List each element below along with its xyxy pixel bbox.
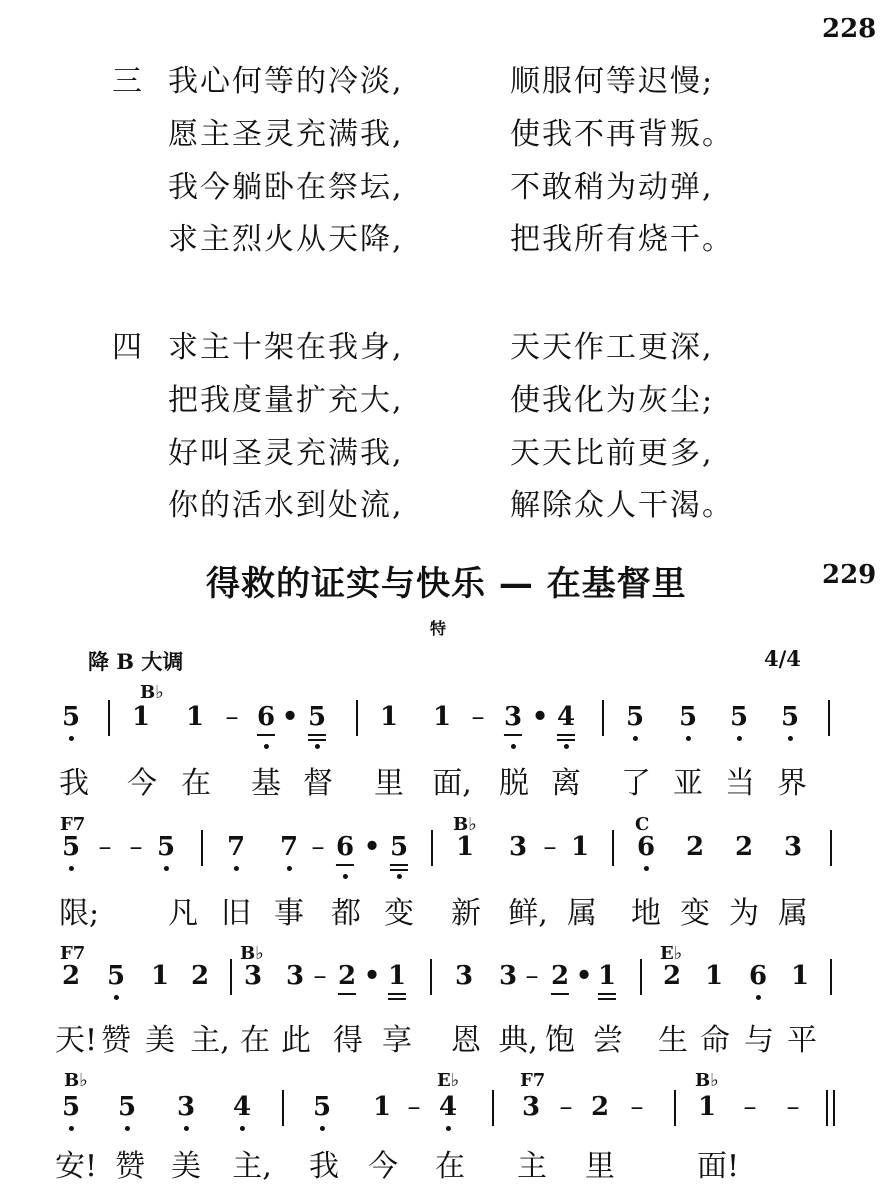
note-text: –: [559, 1092, 573, 1122]
note-text: 2: [590, 1092, 610, 1122]
note: [157, 832, 175, 862]
lyric-syllable: 督: [303, 766, 333, 801]
note-text: –: [225, 702, 239, 732]
low-octave-dot: [315, 744, 320, 749]
note: [557, 702, 575, 732]
lyric-syllable: 在: [181, 766, 211, 801]
note-text: 3: [503, 702, 523, 732]
low-octave-dot: [320, 1126, 325, 1131]
note-text: 3: [521, 1092, 541, 1122]
note-text: 5: [61, 832, 81, 862]
chord-symbol: B♭: [240, 943, 264, 964]
bar-line: [826, 1090, 828, 1126]
note-text: 5: [678, 702, 698, 732]
note: [749, 961, 767, 991]
hymn-title: 得救的证实与快乐 — 在基督里: [206, 564, 687, 604]
dot-mark: [282, 702, 299, 732]
note-text: 1: [372, 1092, 392, 1122]
note: [784, 832, 802, 862]
note: [338, 961, 356, 991]
lyric-line: 使我不再背叛。: [510, 117, 734, 152]
dot-mark: [364, 961, 381, 991]
note-text: –: [407, 1092, 421, 1122]
lyric-line: 求主烈火从天降,: [168, 222, 404, 257]
low-octave-dot: [287, 866, 292, 871]
low-octave-dot: [788, 736, 793, 741]
low-octave-dot: [69, 736, 74, 741]
note: [244, 961, 262, 991]
note-text: –: [525, 961, 539, 991]
underline-mark: [257, 734, 275, 736]
lyric-syllable: 美: [145, 1023, 175, 1058]
bar-line: [230, 959, 232, 995]
note-text: 6: [335, 832, 355, 862]
low-octave-dot: [511, 744, 516, 749]
note: [62, 702, 80, 732]
chord-symbol: E♭: [437, 1070, 460, 1091]
dot-mark: [532, 702, 549, 732]
low-octave-dot: [264, 744, 269, 749]
bar-line: [674, 1090, 676, 1126]
note-text: 5: [312, 1092, 332, 1122]
note-text: 4: [232, 1092, 252, 1122]
note-text: –: [129, 832, 143, 862]
underline-mark: [390, 869, 408, 871]
note-text: 3: [508, 832, 528, 862]
lyric-syllable: 今: [368, 1149, 398, 1184]
bar-line: [830, 959, 832, 995]
note: [62, 961, 80, 991]
note-text: 2: [550, 961, 570, 991]
lyric-syllable: 变: [680, 896, 710, 931]
low-octave-dot: [240, 1126, 245, 1131]
underline-mark: [336, 864, 354, 866]
lyric-syllable: 变: [384, 896, 414, 931]
note-text: 5: [729, 702, 749, 732]
lyric-syllable: 旧: [221, 896, 251, 931]
note: [308, 702, 326, 732]
underline-mark: [598, 993, 616, 995]
note-text: 2: [190, 961, 210, 991]
bar-line: [640, 959, 642, 995]
stanza-number: 三: [112, 64, 142, 99]
lyric-syllable: 属: [567, 896, 597, 931]
underline-mark: [557, 739, 575, 741]
note: [791, 961, 809, 991]
chord-symbol: B♭: [453, 814, 477, 835]
note: [286, 961, 304, 991]
lyric-syllable: 界: [777, 766, 807, 801]
note: [663, 961, 681, 991]
bar-line: [492, 1090, 494, 1126]
note: [522, 1092, 540, 1122]
sustain-dash: [744, 1092, 757, 1122]
lyric-syllable: 面,: [432, 766, 472, 801]
bar-line: [430, 959, 432, 995]
lyric-syllable: 亚: [673, 766, 703, 801]
note: [373, 1092, 391, 1122]
note: [118, 1092, 136, 1122]
note-text: –: [98, 832, 112, 862]
lyric-syllable: 平: [787, 1023, 817, 1058]
sustain-dash: [99, 832, 112, 862]
lyric-line: 好叫圣灵充满我,: [168, 436, 404, 471]
lyric-line: 把我度量扩充大,: [168, 383, 404, 418]
low-octave-dot: [343, 874, 348, 879]
note: [456, 832, 474, 862]
chord-symbol: F7: [60, 814, 86, 835]
note-text: 1: [185, 702, 205, 732]
note-text: 1: [131, 702, 151, 732]
note-text: –: [543, 832, 557, 862]
low-octave-dot: [125, 1126, 130, 1131]
bar-line: [612, 830, 614, 866]
low-octave-dot: [756, 995, 761, 1000]
lyric-syllable: 得: [333, 1023, 363, 1058]
sustain-dash: [472, 702, 485, 732]
note-text: 7: [226, 832, 246, 862]
note-text: 5: [117, 1092, 137, 1122]
note-text: 3: [243, 961, 263, 991]
page-number: 228: [822, 14, 877, 44]
note: [679, 702, 697, 732]
lyric-line: 天天作工更深,: [510, 330, 714, 365]
note-text: –: [311, 832, 325, 862]
note: [686, 832, 704, 862]
note-text: –: [786, 1092, 800, 1122]
lyric-syllable: 恩: [451, 1023, 481, 1058]
sustain-dash: [226, 702, 239, 732]
note-text: 5: [780, 702, 800, 732]
note: [781, 702, 799, 732]
underline-mark: [390, 864, 408, 866]
note: [380, 702, 398, 732]
lyric-syllable: 今: [127, 766, 157, 801]
sustain-dash: [130, 832, 143, 862]
note-text: 2: [662, 961, 682, 991]
note-text: 6: [256, 702, 276, 732]
lyric-syllable: 天!: [54, 1023, 98, 1058]
note: [390, 832, 408, 862]
underline-mark: [388, 993, 406, 995]
note: [571, 832, 589, 862]
note: [499, 961, 517, 991]
bar-line: [830, 830, 832, 866]
low-octave-dot: [397, 874, 402, 879]
lyric-syllable: 都: [331, 896, 361, 931]
note-text: 1: [704, 961, 724, 991]
note: [735, 832, 753, 862]
lyric-syllable: 鲜,: [508, 896, 548, 931]
lyric-syllable: 我: [59, 766, 89, 801]
note-text: 5: [61, 1092, 81, 1122]
note-text: 1: [790, 961, 810, 991]
hymn-number: 229: [822, 560, 877, 590]
time-signature: 4/4: [764, 646, 801, 671]
note: [433, 702, 451, 732]
lyric-line: 把我所有烧干。: [510, 222, 734, 257]
lyric-syllable: 基: [251, 766, 281, 801]
lyric-syllable: 尝: [593, 1023, 623, 1058]
note-text: 1: [597, 961, 617, 991]
lyric-line: 求主十架在我身,: [168, 330, 404, 365]
note: [177, 1092, 195, 1122]
low-octave-dot: [184, 1126, 189, 1131]
note-text: 2: [61, 961, 81, 991]
note-text: 1: [697, 1092, 717, 1122]
dot-mark: [576, 961, 593, 991]
lyric-syllable: 典,: [498, 1023, 538, 1058]
lyric-syllable: 命: [700, 1023, 730, 1058]
lyric-syllable: 在: [240, 1023, 270, 1058]
note: [504, 702, 522, 732]
lyric-line: 使我化为灰尘;: [510, 383, 715, 418]
lyric-syllable: 限;: [58, 896, 100, 931]
dot-mark: [364, 832, 381, 862]
sustain-dash: [312, 832, 325, 862]
note-text: 2: [685, 832, 705, 862]
note-text: 7: [279, 832, 299, 862]
bar-line: [828, 700, 830, 736]
underline-mark: [308, 739, 326, 741]
lyric-syllable: 安!: [54, 1149, 98, 1184]
lyric-line: 顺服何等迟慢;: [510, 64, 715, 99]
lyric-syllable: 主,: [232, 1149, 272, 1184]
low-octave-dot: [69, 1126, 74, 1131]
note: [439, 1092, 457, 1122]
note: [626, 702, 644, 732]
note-text: •: [281, 702, 299, 732]
note: [730, 702, 748, 732]
chord-symbol: B♭: [140, 682, 164, 703]
note-text: 3: [498, 961, 518, 991]
note: [280, 832, 298, 862]
note: [257, 702, 275, 732]
chord-symbol: B♭: [695, 1070, 719, 1091]
sustain-dash: [560, 1092, 573, 1122]
note: [705, 961, 723, 991]
sustain-dash: [314, 961, 327, 991]
underline-mark: [338, 993, 356, 995]
note-text: 2: [337, 961, 357, 991]
note-text: 1: [570, 832, 590, 862]
low-octave-dot: [633, 736, 638, 741]
note-text: 5: [625, 702, 645, 732]
low-octave-dot: [69, 866, 74, 871]
lyric-syllable: 事: [274, 896, 304, 931]
note: [233, 1092, 251, 1122]
note-text: 5: [389, 832, 409, 862]
note: [551, 961, 569, 991]
lyric-syllable: 了: [621, 766, 651, 801]
note-text: 4: [438, 1092, 458, 1122]
low-octave-dot: [446, 1126, 451, 1131]
stanza-number: 四: [112, 330, 142, 365]
note-text: •: [575, 961, 593, 991]
lyric-line: 我心何等的冷淡,: [168, 64, 404, 99]
note-text: 5: [307, 702, 327, 732]
underline-mark: [551, 993, 569, 995]
lyric-syllable: 与: [744, 1023, 774, 1058]
lyric-syllable: 属: [778, 896, 808, 931]
note: [227, 832, 245, 862]
note-text: •: [531, 702, 549, 732]
note: [509, 832, 527, 862]
chord-symbol: F7: [60, 943, 86, 964]
lyric-syllable: 新: [451, 896, 481, 931]
note: [186, 702, 204, 732]
note: [62, 1092, 80, 1122]
chord-symbol: F7: [520, 1070, 546, 1091]
note: [598, 961, 616, 991]
lyric-syllable: 赞: [115, 1149, 145, 1184]
bar-line: [282, 1090, 284, 1126]
bar-line: [201, 830, 203, 866]
underline-mark: [557, 734, 575, 736]
lyric-syllable: 美: [171, 1149, 201, 1184]
note: [455, 961, 473, 991]
note-text: –: [471, 702, 485, 732]
lyric-line: 解除众人干渴。: [510, 488, 734, 523]
low-octave-dot: [686, 736, 691, 741]
note-text: 3: [285, 961, 305, 991]
sustain-dash: [526, 961, 539, 991]
note: [313, 1092, 331, 1122]
lyric-syllable: 里: [585, 1149, 615, 1184]
low-octave-dot: [114, 995, 119, 1000]
lyric-line: 我今躺卧在祭坛,: [168, 170, 404, 205]
lyric-line: 你的活水到处流,: [168, 488, 404, 523]
note-text: •: [363, 961, 381, 991]
lyric-syllable: 离: [551, 766, 581, 801]
lyric-syllable: 在: [435, 1149, 465, 1184]
sustain-dash: [408, 1092, 421, 1122]
note: [151, 961, 169, 991]
lyric-syllable: 赞: [101, 1023, 131, 1058]
low-octave-dot: [164, 866, 169, 871]
lyric-syllable: 生: [658, 1023, 688, 1058]
lyric-syllable: 地: [631, 896, 661, 931]
lyric-syllable: 主: [517, 1149, 547, 1184]
bar-line: [431, 830, 433, 866]
underline-mark: [504, 734, 522, 736]
lyric-syllable: 当: [725, 766, 755, 801]
bar-line: [356, 700, 358, 736]
note-text: 1: [379, 702, 399, 732]
bar-line: [833, 1090, 835, 1126]
lyric-syllable: 脱: [499, 766, 529, 801]
note-text: –: [313, 961, 327, 991]
note-text: 1: [455, 832, 475, 862]
note: [591, 1092, 609, 1122]
note-text: 3: [454, 961, 474, 991]
note-text: •: [363, 832, 381, 862]
note-text: –: [630, 1092, 644, 1122]
lyric-syllable: 凡: [168, 896, 198, 931]
low-octave-dot: [644, 866, 649, 871]
lyric-syllable: 此: [281, 1023, 311, 1058]
underline-mark: [388, 998, 406, 1000]
bar-line: [602, 700, 604, 736]
hymn-meter: 特: [430, 619, 447, 638]
note: [62, 832, 80, 862]
lyric-syllable: 饱: [545, 1023, 575, 1058]
lyric-line: 愿主圣灵充满我,: [168, 117, 404, 152]
low-octave-dot: [234, 866, 239, 871]
note-text: 5: [61, 702, 81, 732]
sustain-dash: [631, 1092, 644, 1122]
note: [637, 832, 655, 862]
low-octave-dot: [737, 736, 742, 741]
lyric-syllable: 我: [309, 1149, 339, 1184]
underline-mark: [308, 734, 326, 736]
lyric-syllable: 为: [729, 896, 759, 931]
lyric-line: 不敢稍为动弹,: [510, 170, 714, 205]
note-text: 5: [106, 961, 126, 991]
lyric-syllable: 面!: [696, 1149, 740, 1184]
bar-line: [108, 700, 110, 736]
note-text: 1: [387, 961, 407, 991]
lyric-line: 天天比前更多,: [510, 436, 714, 471]
sustain-dash: [787, 1092, 800, 1122]
note-text: 1: [150, 961, 170, 991]
note-text: 6: [748, 961, 768, 991]
note: [388, 961, 406, 991]
note: [336, 832, 354, 862]
note: [132, 702, 150, 732]
lyric-syllable: 享: [382, 1023, 412, 1058]
note-text: 3: [783, 832, 803, 862]
note-text: 2: [734, 832, 754, 862]
lyric-syllable: 里: [374, 766, 404, 801]
note-text: –: [743, 1092, 757, 1122]
chord-symbol: B♭: [64, 1070, 88, 1091]
note: [191, 961, 209, 991]
note-text: 4: [556, 702, 576, 732]
note-text: 1: [432, 702, 452, 732]
chord-symbol: E♭: [660, 943, 683, 964]
note-text: 3: [176, 1092, 196, 1122]
chord-symbol: C: [635, 814, 650, 835]
sustain-dash: [544, 832, 557, 862]
note-text: 5: [156, 832, 176, 862]
key-signature: 降 B 大调: [88, 649, 184, 674]
lyric-syllable: 主,: [190, 1023, 230, 1058]
note: [698, 1092, 716, 1122]
note: [107, 961, 125, 991]
low-octave-dot: [564, 744, 569, 749]
note-text: 6: [636, 832, 656, 862]
underline-mark: [598, 998, 616, 1000]
